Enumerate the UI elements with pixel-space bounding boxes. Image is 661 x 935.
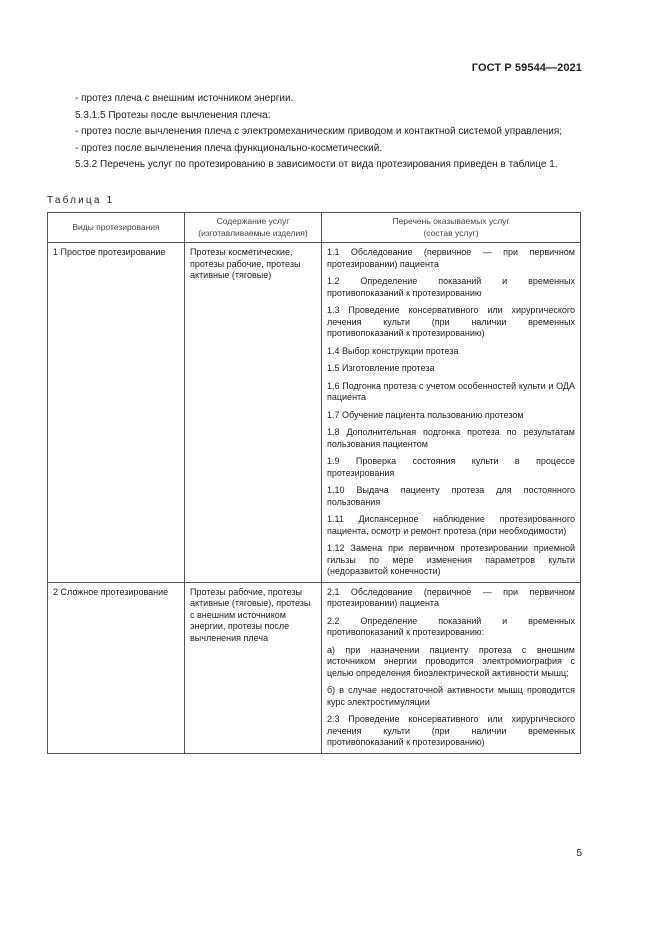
header-services-list-line2: (состав услуг) [423,227,479,238]
service-item: 1.3 Проведение консервативного или хирургического лечения культи (при наличии временных противопоказаний к протезированию) [327,305,575,338]
service-item: 1.9 Проверка состояния культи в процессе протезирования [327,456,575,478]
service-content: Протезы рабочие, протезы активные (тяговые), протезы с внешним источником энергии, протезы после вычленения плеча [190,586,311,643]
prosthetics-type-cell [48,243,185,583]
services-table [47,212,581,754]
service-item: 1.8 Дополнительная подгонка протеза по результатам пользования пациентом [327,427,575,449]
prosthetics-type-cell [48,582,185,753]
service-item: 1.5 Изготовление протеза [327,363,435,373]
page-number: 5 [576,848,582,859]
paragraph: - протез после вычленения плеча с электромеханическим приводом и контактной системой управления; [75,126,563,137]
header-service-content-line1: Содержание услуг [216,216,290,226]
table-row [48,243,581,583]
service-item: 1.2 Определение показаний и временных противопоказаний к протезированию [327,276,575,298]
table-row [48,582,581,753]
service-item: 1.7 Обучение пациента пользованию протезом [327,409,524,420]
paragraph: 5.3.2 Перечень услуг по протезированию в зависимости от вида протезирования приведен в таблице 1. [75,159,558,170]
header-service-content-line2: (изготавливаемые изделия) [198,227,308,238]
services-list-cell [322,243,581,583]
paragraph: - протез после вычленения плеча функционально-косметический. [75,142,383,154]
table-caption: Таблица 1 [47,195,115,206]
service-content-cell [185,582,322,753]
header-service-content [185,213,322,243]
service-content-cell [185,243,322,583]
service-item: 1.10 Выдача пациенту протеза для постоянного пользования [327,485,575,507]
header-services-list [322,213,581,243]
service-item: 2.2 Определение показаний и временных противопоказаний к протезированию: [327,615,575,637]
services-list-cell [322,582,581,753]
header-services-list-line1: Перечень оказываемых услуг [392,216,510,226]
service-item: 1.1 Обследование (первичное — при первичном протезировании) пациента [327,247,575,269]
service-item: 2.1 Обследование (первичное — при первичном протезировании) пациента [327,586,575,608]
body-text [47,92,580,175]
service-item: 1.4 Выбор конструкции протеза [327,345,459,356]
table-header-row [48,213,581,243]
service-item: 1.12 Замена при первичном протезировании приемной гильзы по мере изменения параметров культи (недоразвитой конечности) [327,543,575,576]
service-content: Протезы косметические, протезы рабочие, протезы активные (тяговые) [190,247,301,280]
prosthetics-type: 1 Простое протезирование [53,247,166,257]
service-item: а) при назначении пациенту протеза с внешним источником энергии проводится электромиография с целью определения биоэлектрической активности мышц; [327,644,575,678]
service-item: 2.3 Проведение консервативного или хирургического лечения культи (при наличии временных противопоказаний к протезированию) [327,714,575,747]
standard-code: ГОСТ Р 59544—2021 [471,62,582,74]
service-item: б) в случае недостаточной активности мышц проводится курс электростимуляции [327,685,575,707]
paragraph: 5.3.1.5 Протезы после вычленения плеча: [75,109,271,121]
header-prosthetics-type: Виды протезирования [48,213,185,243]
service-item: 1.6 Подгонка протеза с учетом особенностей культи и ОДА пациента [327,380,575,402]
paragraph: - протез плеча с внешним источником энергии. [75,93,294,104]
prosthetics-type: 2 Сложное протезирование [53,586,169,597]
service-item: 1.11 Диспансерное наблюдение протезированного пациента, осмотр и ремонт протеза (при необходимости) [327,514,575,536]
